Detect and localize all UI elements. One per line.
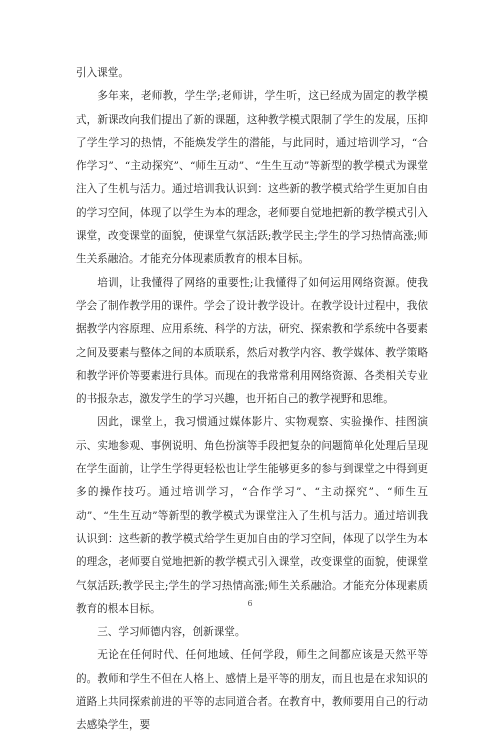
paragraph-continuation: 引入课堂。 <box>76 67 129 79</box>
paragraph-classroom-methods: 因此，课堂上，我习惯通过媒体影片、实物观察、实验操作、挂图演示、实地参观、事例说明、角色扮演等手段把复杂的问题简单化处理后呈现在学生面前，让学生学得更轻松也让学生能够更多的参与到课堂之中得到更多的操作技巧。通过培训学习，“合作学习”、“主动探究”、“师生互动”、“生生互动”等新型的教学模式为课堂注入了生机与活力。通过培训我认识到：这些新的教学模式给学生更加自由的学习空间，体现了以学生为本的理念，老师要自觉地把新的教学模式引入课堂，改变课堂的面貌，使课堂气氛活跃;教学民主;学生的学习热情高涨;师生关系融洽。才能充分体现素质教育的根本目标。 <box>76 416 428 615</box>
paragraph-network-training: 培训，让我懂得了网络的重要性;让我懂得了如何运用网络资源。使我学会了制作教学用的课件。学会了设计教学设计。在教学设计过程中，我依据教学内容原理、应用系统、科学的方法，研究、探索教和学系统中各要素之间及要素与整体之间的本质联系，然后对教学内容、教学媒体、教学策略和教学评价等要素进行具体。而现在的我常常利用网络资源、各类相关专业的书报杂志，激发学生的学习兴趣，也开拓自己的教学视野和思维。 <box>76 276 428 406</box>
document-body <box>76 62 428 738</box>
paragraph-teaching-model: 多年来，老师教，学生学;老师讲，学生听，这已经成为固定的教学模式，新课改向我们提出了新的课题，这种教学模式限制了学生的发展，压抑了学生学习的热情，不能焕发学生的潜能，与此同时，通过培训学习，“合作学习”、“主动探究”、“师生互动”、“生生互动”等新型的教学模式为课堂注入了生机与活力。通过培训我认识到：这些新的教学模式给学生更加自由的学习空间，体现了以学生为本的理念，老师要自觉地把新的教学模式引入课堂，改变课堂的面貌，使课堂气氛活跃;教学民主;学生的学习热情高涨;师生关系融洽。才能充分体现素质教育的根本目标。 <box>76 90 428 266</box>
page-number: 6 <box>247 599 253 608</box>
section-heading-teacher-ethics: 三、学习师德内容，创新课堂。 <box>97 626 246 639</box>
paragraph-teacher-student-equality: 无论在任何时代、任何地域、任何学段，师生之间都应该是天然平等的。教师和学生不但在人格上、感情上是平等的朋友，而且也是在求知识的道路上共同探索前进的平等的志同道合者。在教育中，教师要用自己的行动去感染学生，要 <box>76 649 428 732</box>
